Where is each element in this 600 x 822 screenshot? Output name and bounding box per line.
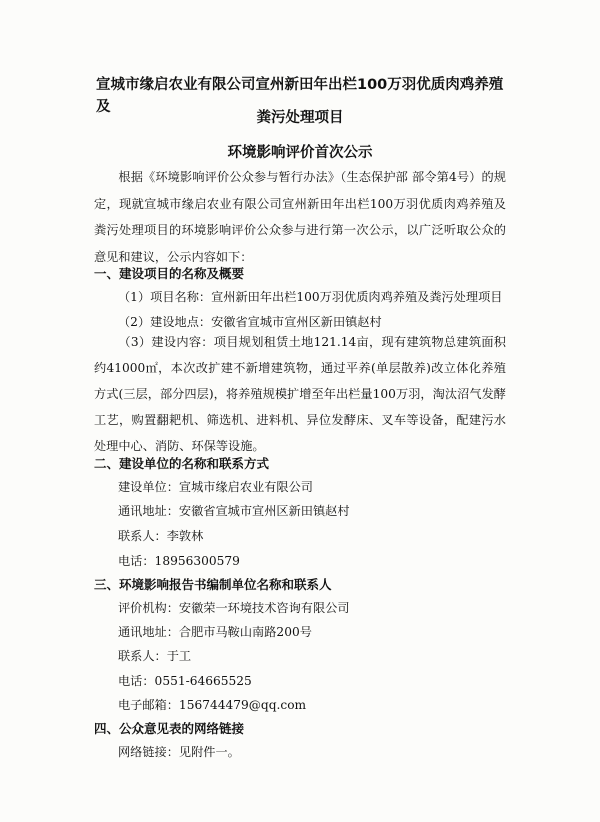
eia-address: 通讯地址：合肥市马鞍山南路200号 (118, 625, 312, 639)
feedback-link[interactable]: 网络链接：见附件一。 (118, 745, 240, 759)
eia-contact: 联系人：于工 (118, 649, 192, 663)
intro-paragraph: 根据《环境影响评价公众参与暂行办法》（生态保护部 部令第4号）的规定，现就宣城市缘启农业有限公司宣州新田年出栏100万羽优质肉鸡养殖及粪污处理项目的环境影响评价公众参与进行第一次公示，以广泛听取公众的意见和建议，公示内容如下： (94, 170, 506, 264)
section-4-heading: 四、公众意见表的网络链接 (94, 721, 245, 736)
title-line-2: 粪污处理项目 (256, 110, 344, 126)
builder-address: 通讯地址：安徽省宣城市宣州区新田镇赵村 (118, 504, 350, 518)
section-3-heading: 三、环境影响报告书编制单位名称和联系人 (94, 577, 332, 592)
eia-org: 评价机构：安徽荣一环境技术咨询有限公司 (118, 601, 350, 615)
project-location: （2）建设地点：安徽省宣城市宣州区新田镇赵村 (118, 315, 382, 329)
section-2-heading: 二、建设单位的名称和联系方式 (94, 456, 270, 471)
document-subtitle: 环境影响评价首次公示 (227, 145, 373, 161)
title-line-1: 宣城市缘启农业有限公司宣州新田年出栏100万羽优质肉鸡养殖及 (96, 77, 504, 115)
project-content: （3）建设内容：项目规划租赁土地121.14亩，现有建筑物总建筑面积约41000㎡，本次改扩建不新增建筑物，通过平养(单层散养)改立体化养殖方式(三层，部分四层)，将养殖规模扩增至年出栏量100万羽，淘汰沼气发酵工艺，购置翻耙机、筛选机、进料机、异位发酵床、叉车等设备，配建污水处理中心、消防、环保等设施。 (94, 335, 506, 453)
builder-unit: 建设单位：宣城市缘启农业有限公司 (118, 480, 313, 494)
section-1-heading: 一、建设项目的名称及概要 (94, 266, 245, 281)
eia-phone: 电话：0551-64665525 (118, 674, 252, 688)
project-name: （1）项目名称：宣州新田年出栏100万羽优质肉鸡养殖及粪污处理项目 (118, 290, 503, 304)
builder-contact: 联系人：李敦林 (118, 529, 204, 543)
builder-phone: 电话：18956300579 (118, 554, 240, 568)
eia-email: 电子邮箱：156744479@qq.com (118, 698, 307, 712)
